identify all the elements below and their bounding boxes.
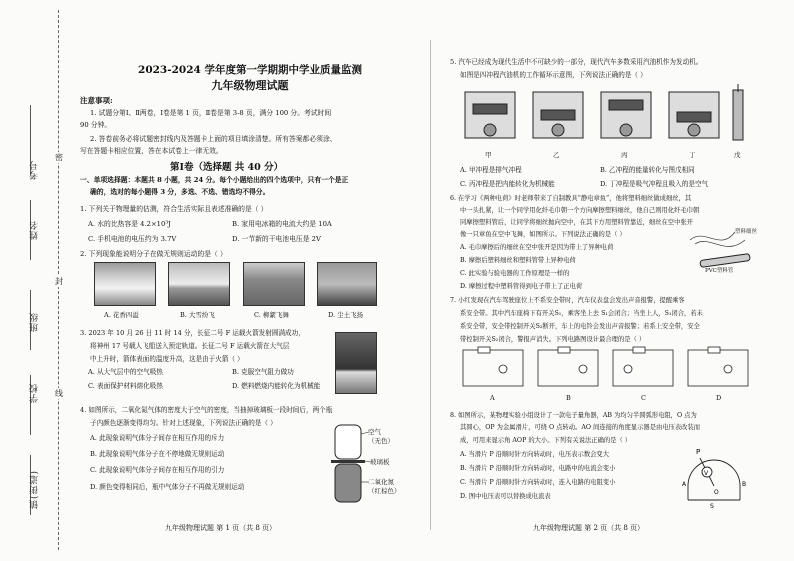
q7-line2: 系安全带。其中汽车座椅下有开关S₁，乘客坐上去 S₁会闭合；当坐上人，S₁闭合，若未 — [460, 310, 703, 317]
q7-line4: 带控制开关S₂闭合，警报声消失。下列电路图设计最合理的是（ ） — [460, 336, 646, 343]
part1-heading: 第Ⅰ卷（选择题 共 40 分） — [170, 162, 284, 173]
snow-photo — [168, 262, 230, 306]
page-footer-2: 九年级物理试题 第 2 页（共 8 页） — [533, 524, 645, 532]
label-kaohao: 考号 — [30, 160, 40, 180]
svg-text:S: S — [710, 503, 714, 510]
notes-heading: 注意事项: — [80, 96, 113, 105]
circuit-label-c: C — [641, 394, 646, 402]
q6-line2: 中一头扎紧，让一个同学用化纤毛巾朝一个方向摩擦塑料细丝，他自己则用化纤毛巾朝 — [460, 207, 700, 214]
q2-option-c: C. 柳絮飞舞 — [254, 311, 289, 319]
label-air: 空气 — [368, 428, 381, 436]
q2-option-b: B. 大雪纷飞 — [180, 311, 215, 319]
q6-line4: 像一只章鱼在空中飞舞，如图所示。下列说法正确的是（ ） — [460, 231, 626, 238]
circuit-label-d: D — [716, 394, 722, 402]
q3-line3: 中上升时，箭体表面的温度升高，这是由于火箭（ ） — [90, 355, 244, 363]
exam-title-subject: 九年级物理试题 — [211, 79, 289, 92]
engine-label-bing: 丙 — [621, 151, 628, 159]
q8-option-b: B. 当滑片 P 沿顺时针方向转动时，电路中的电流会变小 — [460, 465, 616, 472]
rocket-launch-photo — [335, 332, 377, 394]
engine-label-jia: 甲 — [485, 151, 492, 159]
seal-mark-xian: 线 — [55, 389, 63, 398]
engine-label-yi: 乙 — [553, 151, 560, 159]
circuit-label-a: A — [490, 394, 495, 402]
page-footer-1: 九年级物理试题 第 1 页（共 8 页） — [165, 524, 277, 532]
q5-line1: 5. 汽车已经成为现代生活中不可缺少的一部分，现代汽车多数采用汽油机作为发动机。 — [450, 58, 703, 66]
q1-option-a: A. 水的比热容是 4.2×10³J — [88, 220, 171, 228]
svg-text:V: V — [704, 470, 709, 477]
q4-option-d: D. 颜色变得相同后，瓶中气体分子不再做无规则运动 — [90, 483, 245, 491]
engine-strokes-diagram — [455, 82, 755, 154]
dust-photo — [317, 262, 377, 306]
q8-option-d: D. 图中电压表可以替换成电流表 — [460, 493, 551, 500]
q2-option-a: A. 花香四溢 — [104, 311, 139, 319]
engine-label-wu: 戊 — [734, 151, 741, 159]
engine-label-ding: 丁 — [689, 151, 696, 159]
q3-option-a: A. 从大气层中的空气吸热 — [88, 368, 163, 376]
q6-option-c: C. 此实验与验电器的工作原理是一样的 — [460, 270, 570, 277]
q4-line2: 子内颜色逐渐变得均匀。针对上述现象，下列说法正确的是（ ） — [90, 419, 277, 427]
note-2b: 写在答题卡相应位置，答在本试卷上一律无效。 — [80, 147, 223, 155]
q2-stem: 2. 下列现象能说明分子在做无规则运动的是（ ） — [80, 250, 227, 258]
label-plastic-strands: 塑料细丝 — [735, 229, 758, 235]
note-1b: 90 分钟。 — [80, 121, 112, 129]
q8-line2: 其圆心，OP 为金属滑片，可绕 O 点转动。AO 间连接的角度显示器是由电压表改装而 — [460, 424, 701, 431]
q3-line1: 3. 2023 年 10 月 26 日 11 时 14 分，长征二号 F 运载火箭发射圆满成功， — [80, 329, 305, 337]
q8-option-c: C. 当滑片 P 沿顺时针方向转动时，连入电路的电阻变小 — [460, 479, 616, 486]
exam-title-year: 2023-2024 学年度第一学期期中学业质量监测 — [138, 64, 362, 76]
q6-line1: 6. 在学习《两种电荷》时老师带来了自制教具“静电章鱼”，他将塑料细丝做成细丝，其 — [450, 195, 692, 202]
q4-option-a: A. 此现象说明气体分子间存在相互作用的斥力 — [90, 434, 225, 442]
binding-margin — [0, 0, 70, 561]
q8-option-a: A. 当滑片 P 沿顺时针方向转动时，电压表示数会变大 — [460, 451, 610, 458]
catkin-photo — [243, 262, 305, 306]
q3-option-b: B. 克服空气阻力做功 — [232, 368, 294, 376]
q5-option-d: D. 丁冲程是吸气冲程且吸入的是空气 — [600, 180, 709, 188]
flower-photo — [94, 262, 156, 306]
svg-text:O: O — [714, 489, 719, 496]
label-no2-color: （红棕色） — [368, 487, 401, 495]
q4-line1: 4. 如图所示，二氧化氮气体的密度大于空气的密度，当抽掉玻璃板一段时间后，两个瓶 — [80, 406, 333, 414]
q5-line2: 如图是四冲程汽油机的工作循环示意图，下列说法正确的是（ ） — [460, 71, 647, 79]
q5-option-b: B. 乙冲程的能量转化与图戊相同 — [600, 166, 695, 174]
label-banji: 班级 — [30, 312, 40, 332]
column-divider — [430, 40, 431, 530]
note-2a: 2. 答卷前务必将试题密封线内及答题卡上面的项目填涂清楚。所有答案都必须涂、 — [90, 135, 337, 143]
q6-option-a: A. 毛巾摩擦后的细丝在空中张开是因为带上了异种电荷 — [460, 244, 614, 251]
label-xuexiao: 学校 — [30, 383, 40, 403]
q1-option-b: B. 家用电冰箱的电流大约是 10A — [232, 220, 332, 228]
label-town: 镇(街道) — [30, 470, 40, 510]
q6-line3: 同摩擦塑料管后，让同学将细丝抛向空中，在其下方用塑料管靠近，细丝在空中张开 — [460, 219, 693, 226]
circuit-options-diagram — [458, 345, 753, 395]
q2-option-d: D. 尘土飞扬 — [328, 311, 364, 319]
q7-line3: 系安全带，安全带控制开关S₂断开，车上的电铃会发出声音报警；若系上安全带，安全 — [460, 323, 700, 330]
q7-line1: 7. 小红发现在汽车驾驶座位上不系安全带时，汽车仪表盘会发出声音报警，提醒乘客 — [450, 297, 685, 304]
q3-line2: 将神州 17 号载人飞船送入预定轨道。长征二号 F 运载火箭在大气层 — [90, 342, 290, 350]
label-air-colorless: （无色） — [368, 437, 394, 445]
note-1a: 1. 试题分第Ⅰ、Ⅱ两卷，Ⅰ卷是第 1 页，Ⅱ卷是第 3-8 页，满分 100 分。考试时间 — [90, 109, 332, 117]
label-pvc-pipe: PVC塑料管 — [705, 268, 734, 274]
protractor-circuit-diagram — [680, 440, 752, 510]
section1-instructions-b: 确的，选对的每小题得 3 分，多选、不选、错选均不得分。 — [90, 188, 270, 196]
circuit-label-b: B — [566, 394, 571, 402]
q1-stem: 1. 下列关于物理量的估测，符合生活实际且表述准确的是（ ） — [80, 205, 268, 213]
seal-mark-mi: 密 — [55, 153, 63, 162]
q4-option-c: C. 此现象说明气体分子间存在相互作用的引力 — [90, 466, 225, 474]
q5-option-c: C. 丙冲程是把内能转化为机械能 — [460, 180, 555, 188]
q5-option-a: A. 甲冲程是排气冲程 — [460, 166, 522, 174]
q6-option-d: D. 摩擦过程中塑料管得到电子带上了正电荷 — [460, 283, 583, 290]
label-glass-plate: 玻璃板 — [370, 458, 390, 466]
label-xingming: 姓名 — [30, 220, 40, 240]
q1-option-c: C. 手机电池的电压约为 3.7V — [88, 235, 177, 243]
q6-option-b: B. 摩擦后塑料细丝和塑料管带上异种电荷 — [460, 257, 576, 264]
q4-option-b: B. 此现象说明气体分子在不停地做无规则运动 — [90, 450, 225, 458]
seal-mark-feng: 封 — [55, 277, 63, 286]
svg-text:A: A — [682, 481, 687, 488]
q8-line3: 成，可用来显示角 AOP 的大小。下列有关说法正确的是（ ） — [460, 437, 632, 444]
label-no2: 二氧化氮 — [368, 478, 394, 486]
svg-text:B: B — [742, 481, 747, 488]
q3-option-c: C. 表面保护材料熔化吸热 — [88, 382, 163, 390]
q3-option-d: D. 燃料燃烧内能转化为机械能 — [232, 382, 321, 390]
q8-line1: 8. 如图所示，某物理实验小组设计了一款电子量角器，AB 为均匀半圆弧形电阻，O 点为 — [450, 412, 697, 419]
svg-text:P: P — [696, 448, 701, 456]
q1-option-d: D. 一节新的干电池电压是 2V — [232, 235, 321, 243]
section1-instructions-a: 一、单项选择题：本题共 8 小题，共 24 分。每个小题给出的四个选项中，只有一个是正 — [80, 176, 349, 184]
